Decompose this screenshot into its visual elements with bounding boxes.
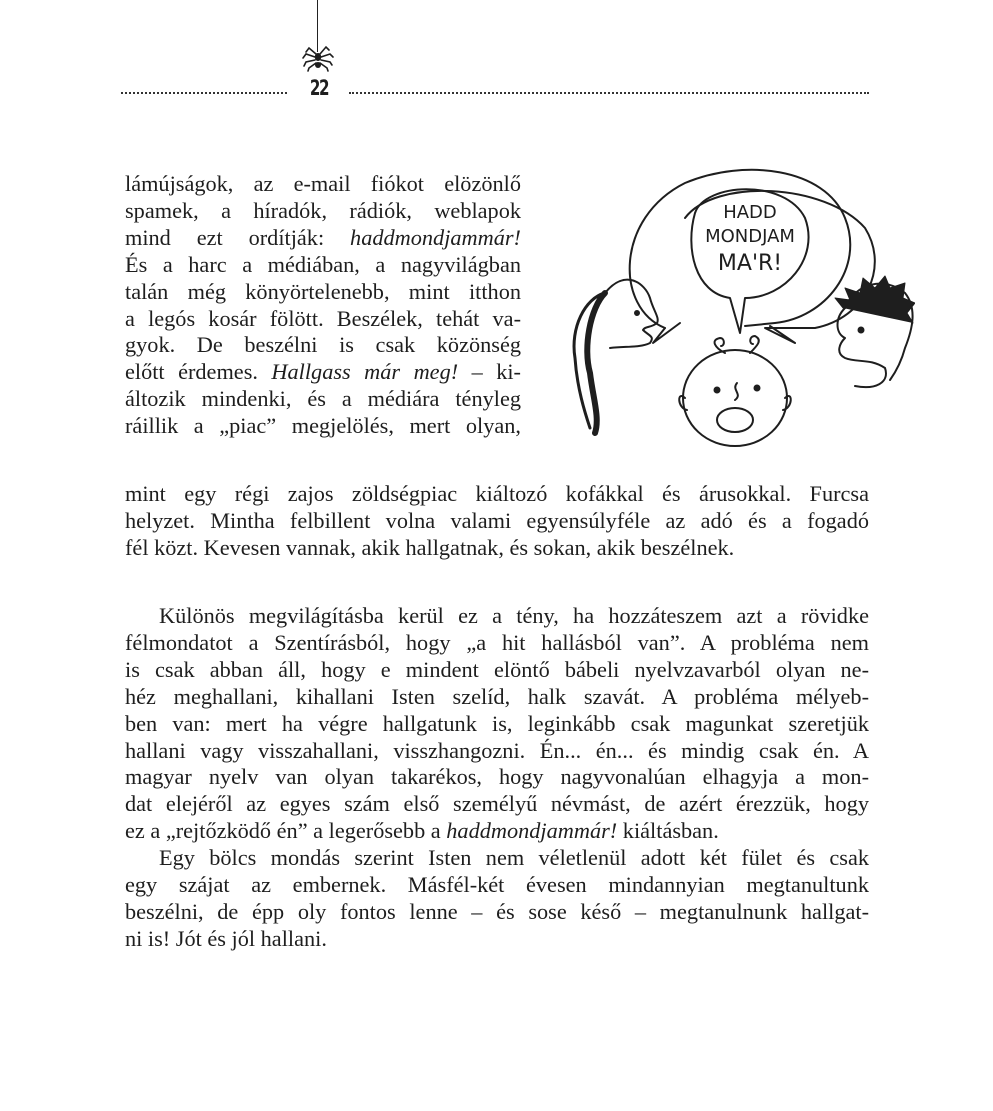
bubble-text-line-2: MONDJAM xyxy=(705,226,795,247)
text-line: ráillik a „piac” megjelölés, mert olyan, xyxy=(125,413,521,439)
text-line: is csak abban áll, hogy e mindent elöntő bábeli nyelvzavarból olyan ne- xyxy=(125,656,869,682)
text-line: ben van: mert ha végre hallgatunk is, leginkább csak magunkat szeretjük xyxy=(125,710,869,736)
text-line: héz meghallani, kihallani Isten szelíd, halk szavát. A probléma mélyeb- xyxy=(125,683,869,709)
text-line: Különös megvilágításba kerül ez a tény, ha hozzáteszem azt a rövidke xyxy=(159,603,869,628)
text-line xyxy=(125,225,521,252)
text-segment: kiáltásban. xyxy=(617,818,719,844)
text-line: beszélni, de épp oly fontos lenne – és sose késő – megtanulnunk hallgat- xyxy=(125,898,869,924)
italic-phrase: haddmondjammár! xyxy=(446,818,618,844)
text-line: És a harc a médiában, a nagyvilágban xyxy=(125,251,521,277)
text-line: félmondatot a Szentírásból, hogy „a hit hallásból van”. A probléma nem xyxy=(125,629,869,655)
text-line: fél közt. Kevesen vannak, akik hallgatnak, és sokan, akik beszélnek. xyxy=(125,534,735,560)
page-number: 22 xyxy=(309,76,329,100)
text-line: áltozik mindenki, és a médiára tényleg xyxy=(125,386,521,412)
speech-bubble-left xyxy=(630,170,851,328)
text-line: gyok. De beszélni is csak közönség xyxy=(125,332,521,358)
text-segment: ez a „rejtőzködő én” a legerősebb a xyxy=(125,818,447,844)
text-segment: mind ezt ordítják: xyxy=(125,224,351,250)
text-line: spamek, a híradók, rádiók, weblapok xyxy=(125,197,521,223)
text-line: magyar nyelv van olyan takarékos, hogy nagyvonalúan elhagyja a mon- xyxy=(125,764,869,790)
text-line: dat elejéről az egyes szám első személyű névmást, de azért érezzük, hogy xyxy=(125,791,869,817)
italic-phrase: Hallgass már meg! xyxy=(271,359,459,385)
text-line xyxy=(125,359,521,386)
text-line: ni is! Jót és jól hallani. xyxy=(125,925,327,951)
bubble-text-line-3: MA'R! xyxy=(717,251,783,276)
header-dotted-rule-left xyxy=(121,92,287,94)
paragraphs-2-3 xyxy=(125,603,869,953)
girl-head xyxy=(605,280,658,348)
paragraph-1-column xyxy=(125,171,521,440)
paragraph-1-continuation xyxy=(125,481,869,562)
text-line xyxy=(125,818,869,845)
text-line: a legós kosár fölött. Beszélek, tehát va- xyxy=(125,305,521,331)
text-line: Egy bölcs mondás szerint Isten nem véletlenül adott két fület és csak xyxy=(159,845,869,871)
text-segment: – ki- xyxy=(458,359,521,385)
text-line: egy szájat az embernek. Másfél-két évesen mindannyian megtanultunk xyxy=(125,872,869,898)
text-segment: előtt érdemes. xyxy=(125,359,272,385)
text-line: helyzet. Mintha felbillent volna valami egyensúlyféle az adó és a fogadó xyxy=(125,507,869,533)
bubble-text-line-1: HADD xyxy=(723,202,777,223)
boy-head xyxy=(838,308,886,387)
spider-icon xyxy=(300,44,336,74)
text-line: lámújságok, az e-mail fiókot elözönlő xyxy=(125,171,521,196)
italic-phrase: haddmondjammár! xyxy=(350,224,521,250)
header-dotted-rule-right xyxy=(349,92,869,94)
text-line: talán még könyörtelenebb, mint itthon xyxy=(125,278,521,304)
text-line: hallani vagy visszahallani, visszhangozni. Én... én... és mindig csak én. A xyxy=(125,737,869,763)
cartoon-illustration xyxy=(545,158,915,458)
text-line: mint egy régi zajos zöldségpiac kiáltozó kofákkal és árusokkal. Furcsa xyxy=(125,481,869,506)
